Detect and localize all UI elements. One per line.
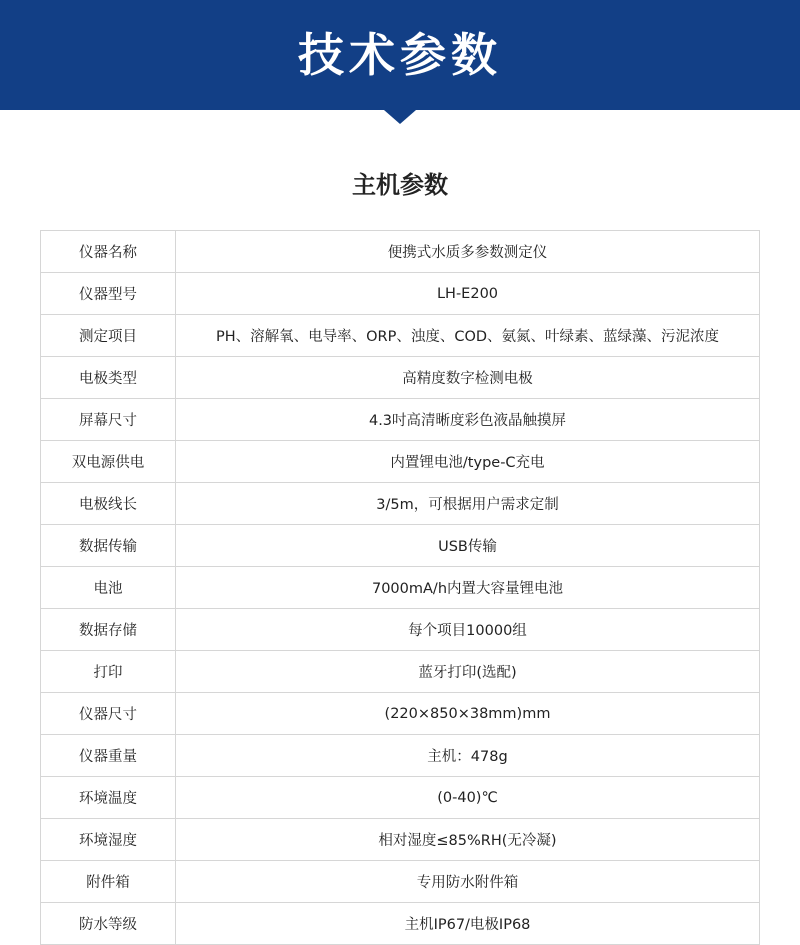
spec-value-cell: 内置锂电池/type-C充电	[176, 441, 760, 483]
table-row	[41, 231, 760, 273]
spec-value-cell: 相对湿度≤85%RH(无冷凝)	[176, 819, 760, 861]
banner-notch-icon	[384, 110, 416, 124]
table-row	[41, 483, 760, 525]
spec-label-cell: 屏幕尺寸	[41, 399, 176, 441]
table-row	[41, 567, 760, 609]
table-row	[41, 651, 760, 693]
table-row	[41, 861, 760, 903]
spec-table-wrap	[40, 230, 760, 945]
spec-value-cell: PH、溶解氧、电导率、ORP、浊度、COD、氨氮、叶绿素、蓝绿藻、污泥浓度	[176, 315, 760, 357]
spec-label-cell: 仪器重量	[41, 735, 176, 777]
table-row	[41, 441, 760, 483]
spec-value-cell: 主机IP67/电极IP68	[176, 903, 760, 945]
spec-label-cell: 测定项目	[41, 315, 176, 357]
table-row	[41, 273, 760, 315]
table-row	[41, 903, 760, 945]
spec-value-cell: 高精度数字检测电极	[176, 357, 760, 399]
table-row	[41, 777, 760, 819]
spec-label-cell: 仪器尺寸	[41, 693, 176, 735]
spec-value-cell: 蓝牙打印(选配)	[176, 651, 760, 693]
spec-value-cell: 4.3吋高清晰度彩色液晶触摸屏	[176, 399, 760, 441]
table-row	[41, 357, 760, 399]
spec-value-cell: (220×850×38mm)mm	[176, 693, 760, 735]
spec-label-cell: 附件箱	[41, 861, 176, 903]
banner-title: 技术参数	[298, 28, 502, 82]
spec-value-cell: LH-E200	[176, 273, 760, 315]
spec-value-cell: 7000mA/h内置大容量锂电池	[176, 567, 760, 609]
spec-label-cell: 电极线长	[41, 483, 176, 525]
spec-value-cell: 主机：478g	[176, 735, 760, 777]
spec-label-cell: 防水等级	[41, 903, 176, 945]
spec-label-cell: 电池	[41, 567, 176, 609]
spec-label-cell: 仪器型号	[41, 273, 176, 315]
table-row	[41, 315, 760, 357]
table-row	[41, 819, 760, 861]
spec-label-cell: 环境湿度	[41, 819, 176, 861]
page-banner	[0, 0, 800, 110]
spec-value-cell: (0-40)℃	[176, 777, 760, 819]
spec-value-cell: 专用防水附件箱	[176, 861, 760, 903]
table-row	[41, 609, 760, 651]
spec-label-cell: 打印	[41, 651, 176, 693]
spec-label-cell: 环境温度	[41, 777, 176, 819]
spec-table	[40, 230, 760, 945]
spec-label-cell: 电极类型	[41, 357, 176, 399]
table-row	[41, 525, 760, 567]
spec-label-cell: 仪器名称	[41, 231, 176, 273]
section-title: 主机参数	[352, 171, 448, 199]
table-row	[41, 735, 760, 777]
spec-label-cell: 数据存储	[41, 609, 176, 651]
spec-value-cell: 便携式水质多参数测定仪	[176, 231, 760, 273]
table-row	[41, 693, 760, 735]
spec-value-cell: 每个项目10000组	[176, 609, 760, 651]
spec-label-cell: 数据传输	[41, 525, 176, 567]
table-row	[41, 399, 760, 441]
spec-label-cell: 双电源供电	[41, 441, 176, 483]
spec-value-cell: 3/5m，可根据用户需求定制	[176, 483, 760, 525]
spec-table-body	[41, 231, 760, 945]
spec-value-cell: USB传输	[176, 525, 760, 567]
